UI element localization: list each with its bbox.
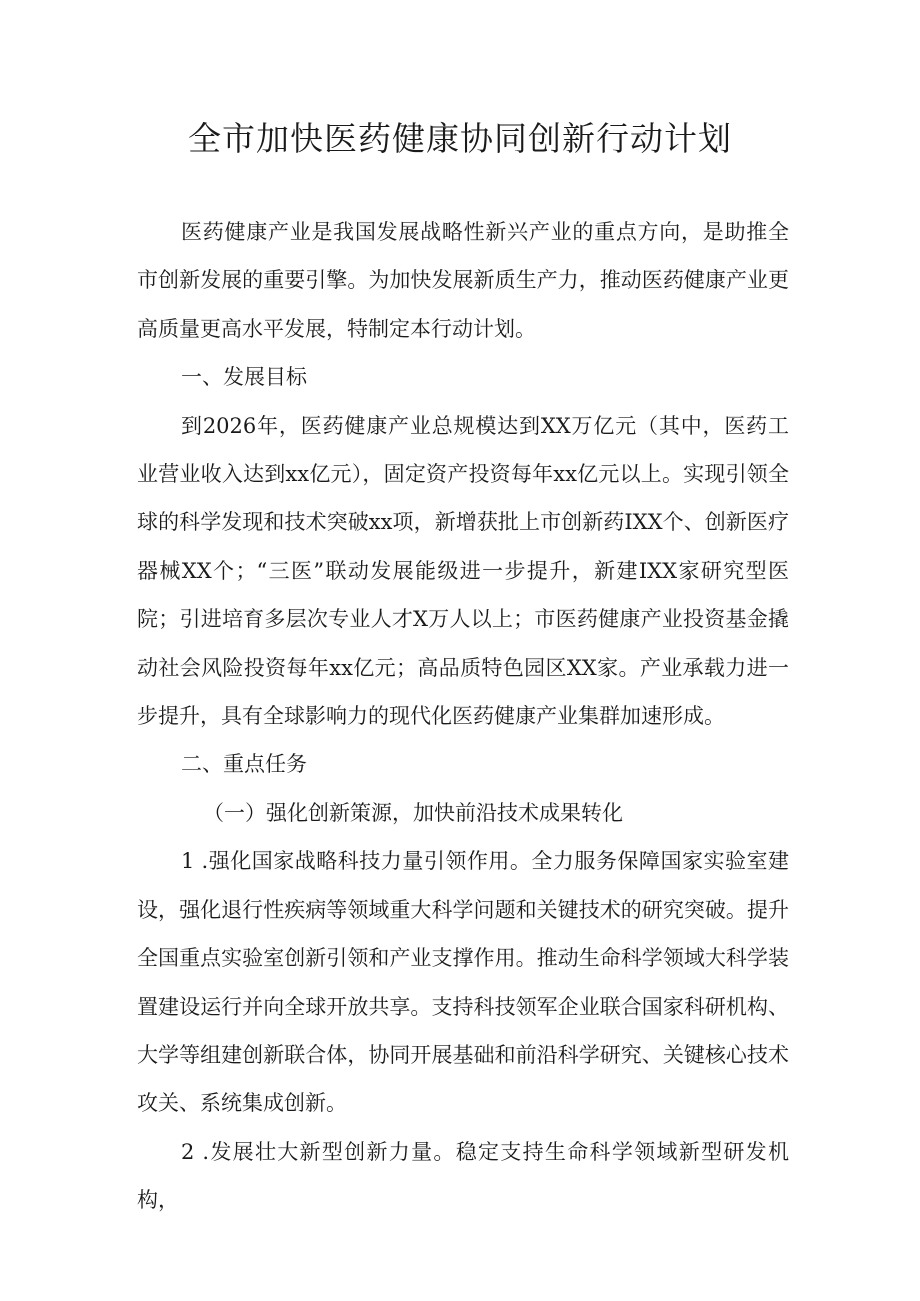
intro-paragraph: 医药健康产业是我国发展战略性新兴产业的重点方向，是助推全市创新发展的重要引擎。为加快发展新质生产力，推动医药健康产业更高质量更高水平发展，特制定本行动计划。 bbox=[137, 220, 789, 341]
goals-paragraph: 到2026年，医药健康产业总规模达到XX万亿元（其中，医药工业营业收入达到xx亿元），固定资产投资每年xx亿元以上。实现引领全球的科学发现和技术突破xx项，新增获批上市创新药IXX个、创新医疗器械XX个；“三医”联动发展能级进一步提升，新建IXX家研究型医院；引进培育多层次专业人才X万人以上；市医药健康产业投资基金撬动社会风险投资每年xx亿元；高品质特色园区XX家。产业承载力进一步提升，具有全球影响力的现代化医药健康产业集群加速形成。 bbox=[137, 413, 789, 729]
section-heading-tasks: 二、重点任务 bbox=[181, 752, 307, 777]
subsection-heading-innovation: （一）强化创新策源，加快前沿技术成果转化 bbox=[203, 800, 623, 825]
section-heading-goals: 一、发展目标 bbox=[181, 365, 307, 390]
task-item-1: 1 .强化国家战略科技力量引领作用。全力服务保障国家实验室建设，强化退行性疾病等领域重大科学问题和关键技术的研究突破。提升全国重点实验室创新引领和产业支撑作用。推动生命科学领域大科学装置建设运行并向全球开放共享。支持科技领军企业联合国家科研机构、大学等组建创新联合体，协同开展基础和前沿科学研究、关键核心技术攻关、系统集成创新。 bbox=[137, 849, 789, 1116]
task-item-2: 2 .发展壮大新型创新力量。稳定支持生命科学领域新型研发机构， bbox=[137, 1139, 789, 1213]
document-title: 全市加快医药健康协同创新行动计划 bbox=[188, 119, 732, 158]
document-body bbox=[137, 208, 789, 1225]
